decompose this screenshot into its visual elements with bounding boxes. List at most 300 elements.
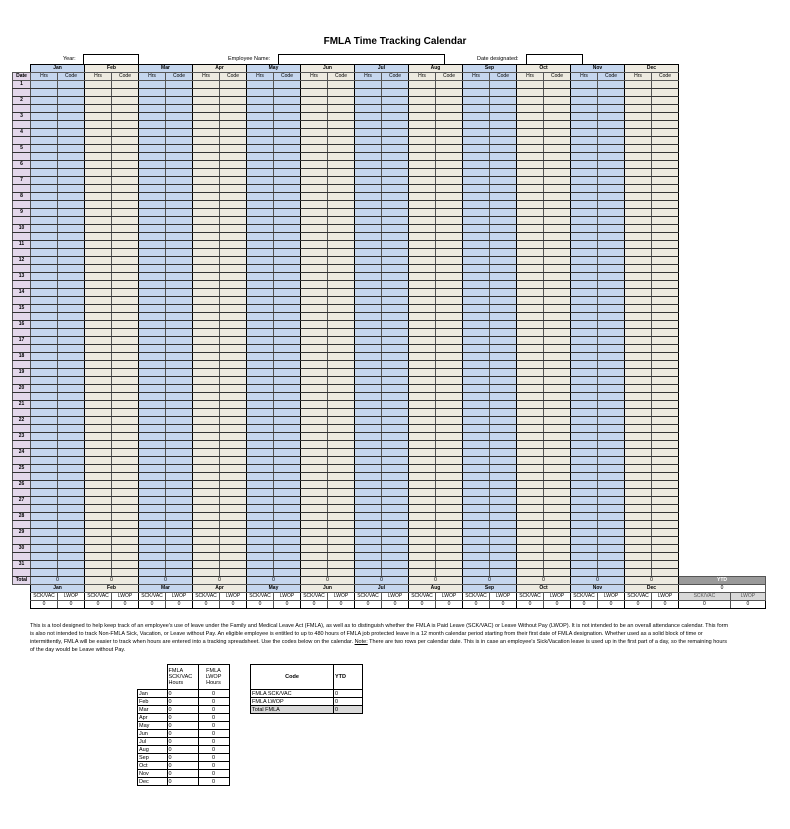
hrs-cell[interactable]: [463, 529, 490, 537]
code-cell[interactable]: [490, 217, 517, 225]
code-cell[interactable]: [598, 345, 625, 353]
code-cell[interactable]: [166, 289, 193, 297]
hrs-cell[interactable]: [31, 265, 58, 273]
hrs-cell[interactable]: [625, 249, 652, 257]
hrs-cell[interactable]: [463, 417, 490, 425]
hrs-cell[interactable]: [193, 97, 220, 105]
hrs-cell[interactable]: [463, 281, 490, 289]
hrs-cell[interactable]: [247, 273, 274, 281]
code-cell[interactable]: [274, 233, 301, 241]
code-cell[interactable]: [382, 441, 409, 449]
hrs-cell[interactable]: [571, 185, 598, 193]
code-cell[interactable]: [544, 353, 571, 361]
code-cell[interactable]: [328, 121, 355, 129]
hrs-cell[interactable]: [31, 209, 58, 217]
code-cell[interactable]: [274, 289, 301, 297]
code-cell[interactable]: [58, 569, 85, 577]
hrs-cell[interactable]: [355, 217, 382, 225]
hrs-cell[interactable]: [31, 377, 58, 385]
code-cell[interactable]: [274, 457, 301, 465]
code-cell[interactable]: [220, 361, 247, 369]
hrs-cell[interactable]: [409, 209, 436, 217]
code-cell[interactable]: [274, 193, 301, 201]
hrs-cell[interactable]: [301, 369, 328, 377]
code-cell[interactable]: [382, 289, 409, 297]
code-cell[interactable]: [274, 545, 301, 553]
hrs-cell[interactable]: [409, 545, 436, 553]
code-cell[interactable]: [544, 113, 571, 121]
code-cell[interactable]: [112, 289, 139, 297]
hrs-cell[interactable]: [625, 417, 652, 425]
code-cell[interactable]: [58, 137, 85, 145]
hrs-cell[interactable]: [193, 545, 220, 553]
code-cell[interactable]: [112, 273, 139, 281]
code-cell[interactable]: [598, 193, 625, 201]
hrs-cell[interactable]: [247, 297, 274, 305]
code-cell[interactable]: [652, 129, 679, 137]
code-cell[interactable]: [274, 89, 301, 97]
code-cell[interactable]: [436, 337, 463, 345]
hrs-cell[interactable]: [625, 233, 652, 241]
code-cell[interactable]: [274, 249, 301, 257]
hrs-cell[interactable]: [355, 417, 382, 425]
code-cell[interactable]: [58, 393, 85, 401]
code-cell[interactable]: [436, 561, 463, 569]
hrs-cell[interactable]: [625, 161, 652, 169]
code-cell[interactable]: [166, 209, 193, 217]
code-cell[interactable]: [58, 297, 85, 305]
code-cell[interactable]: [112, 409, 139, 417]
code-cell[interactable]: [436, 417, 463, 425]
code-cell[interactable]: [490, 97, 517, 105]
hrs-cell[interactable]: [193, 217, 220, 225]
hrs-cell[interactable]: [85, 281, 112, 289]
hrs-cell[interactable]: [409, 457, 436, 465]
hrs-cell[interactable]: [139, 385, 166, 393]
hrs-cell[interactable]: [85, 369, 112, 377]
hrs-cell[interactable]: [571, 497, 598, 505]
hrs-cell[interactable]: [247, 225, 274, 233]
hrs-cell[interactable]: [85, 297, 112, 305]
code-cell[interactable]: [58, 105, 85, 113]
code-cell[interactable]: [220, 545, 247, 553]
code-cell[interactable]: [652, 529, 679, 537]
code-cell[interactable]: [490, 241, 517, 249]
code-cell[interactable]: [58, 249, 85, 257]
code-cell[interactable]: [58, 561, 85, 569]
code-cell[interactable]: [544, 473, 571, 481]
code-cell[interactable]: [490, 481, 517, 489]
code-cell[interactable]: [382, 505, 409, 513]
code-cell[interactable]: [598, 289, 625, 297]
code-cell[interactable]: [598, 241, 625, 249]
hrs-cell[interactable]: [139, 249, 166, 257]
code-cell[interactable]: [652, 457, 679, 465]
code-cell[interactable]: [58, 161, 85, 169]
hrs-cell[interactable]: [517, 353, 544, 361]
hrs-cell[interactable]: [409, 265, 436, 273]
code-cell[interactable]: [166, 169, 193, 177]
hrs-cell[interactable]: [139, 233, 166, 241]
code-cell[interactable]: [436, 265, 463, 273]
code-cell[interactable]: [652, 161, 679, 169]
hrs-cell[interactable]: [301, 505, 328, 513]
code-cell[interactable]: [382, 513, 409, 521]
hrs-cell[interactable]: [85, 217, 112, 225]
code-cell[interactable]: [598, 297, 625, 305]
hrs-cell[interactable]: [517, 337, 544, 345]
hrs-cell[interactable]: [247, 521, 274, 529]
hrs-cell[interactable]: [139, 305, 166, 313]
hrs-cell[interactable]: [517, 553, 544, 561]
code-cell[interactable]: [112, 529, 139, 537]
code-cell[interactable]: [652, 193, 679, 201]
hrs-cell[interactable]: [85, 449, 112, 457]
hrs-cell[interactable]: [409, 529, 436, 537]
code-cell[interactable]: [544, 545, 571, 553]
code-cell[interactable]: [598, 137, 625, 145]
hrs-cell[interactable]: [85, 569, 112, 577]
code-cell[interactable]: [436, 257, 463, 265]
code-cell[interactable]: [220, 177, 247, 185]
hrs-cell[interactable]: [355, 289, 382, 297]
hrs-cell[interactable]: [409, 361, 436, 369]
hrs-cell[interactable]: [355, 233, 382, 241]
code-cell[interactable]: [490, 161, 517, 169]
hrs-cell[interactable]: [301, 225, 328, 233]
hrs-cell[interactable]: [571, 249, 598, 257]
code-cell[interactable]: [652, 561, 679, 569]
hrs-cell[interactable]: [517, 441, 544, 449]
code-cell[interactable]: [112, 281, 139, 289]
hrs-cell[interactable]: [301, 545, 328, 553]
code-cell[interactable]: [436, 89, 463, 97]
hrs-cell[interactable]: [625, 265, 652, 273]
code-cell[interactable]: [328, 473, 355, 481]
hrs-cell[interactable]: [409, 273, 436, 281]
code-cell[interactable]: [490, 233, 517, 241]
code-cell[interactable]: [598, 569, 625, 577]
code-cell[interactable]: [544, 313, 571, 321]
hrs-cell[interactable]: [247, 209, 274, 217]
hrs-cell[interactable]: [625, 545, 652, 553]
hrs-cell[interactable]: [571, 281, 598, 289]
code-cell[interactable]: [328, 417, 355, 425]
code-cell[interactable]: [598, 105, 625, 113]
hrs-cell[interactable]: [517, 297, 544, 305]
hrs-cell[interactable]: [463, 273, 490, 281]
code-cell[interactable]: [652, 217, 679, 225]
code-cell[interactable]: [490, 289, 517, 297]
code-cell[interactable]: [274, 425, 301, 433]
code-cell[interactable]: [382, 377, 409, 385]
code-cell[interactable]: [166, 553, 193, 561]
code-cell[interactable]: [436, 177, 463, 185]
code-cell[interactable]: [220, 225, 247, 233]
code-cell[interactable]: [652, 225, 679, 233]
hrs-cell[interactable]: [517, 113, 544, 121]
hrs-cell[interactable]: [139, 481, 166, 489]
hrs-cell[interactable]: [517, 137, 544, 145]
hrs-cell[interactable]: [625, 425, 652, 433]
code-cell[interactable]: [652, 297, 679, 305]
code-cell[interactable]: [166, 113, 193, 121]
code-cell[interactable]: [58, 313, 85, 321]
code-cell[interactable]: [58, 465, 85, 473]
code-cell[interactable]: [382, 561, 409, 569]
hrs-cell[interactable]: [571, 545, 598, 553]
code-cell[interactable]: [490, 569, 517, 577]
code-cell[interactable]: [328, 217, 355, 225]
hrs-cell[interactable]: [85, 289, 112, 297]
hrs-cell[interactable]: [31, 329, 58, 337]
hrs-cell[interactable]: [625, 185, 652, 193]
hrs-cell[interactable]: [301, 353, 328, 361]
hrs-cell[interactable]: [409, 233, 436, 241]
hrs-cell[interactable]: [193, 321, 220, 329]
code-cell[interactable]: [112, 473, 139, 481]
hrs-cell[interactable]: [517, 529, 544, 537]
code-cell[interactable]: [220, 281, 247, 289]
hrs-cell[interactable]: [31, 505, 58, 513]
code-cell[interactable]: [112, 81, 139, 89]
code-cell[interactable]: [112, 121, 139, 129]
hrs-cell[interactable]: [463, 401, 490, 409]
code-cell[interactable]: [436, 137, 463, 145]
code-cell[interactable]: [382, 385, 409, 393]
code-cell[interactable]: [328, 185, 355, 193]
code-cell[interactable]: [544, 329, 571, 337]
code-cell[interactable]: [436, 457, 463, 465]
hrs-cell[interactable]: [355, 129, 382, 137]
code-cell[interactable]: [328, 305, 355, 313]
code-cell[interactable]: [382, 233, 409, 241]
code-cell[interactable]: [544, 129, 571, 137]
code-cell[interactable]: [652, 185, 679, 193]
hrs-cell[interactable]: [409, 497, 436, 505]
hrs-cell[interactable]: [193, 329, 220, 337]
hrs-cell[interactable]: [355, 305, 382, 313]
code-cell[interactable]: [436, 297, 463, 305]
hrs-cell[interactable]: [625, 393, 652, 401]
code-cell[interactable]: [112, 297, 139, 305]
hrs-cell[interactable]: [409, 441, 436, 449]
hrs-cell[interactable]: [355, 225, 382, 233]
hrs-cell[interactable]: [463, 569, 490, 577]
code-cell[interactable]: [652, 465, 679, 473]
hrs-cell[interactable]: [625, 489, 652, 497]
hrs-cell[interactable]: [625, 441, 652, 449]
code-cell[interactable]: [220, 513, 247, 521]
code-cell[interactable]: [112, 537, 139, 545]
hrs-cell[interactable]: [355, 297, 382, 305]
code-cell[interactable]: [598, 321, 625, 329]
code-cell[interactable]: [166, 537, 193, 545]
code-cell[interactable]: [598, 273, 625, 281]
code-cell[interactable]: [490, 137, 517, 145]
hrs-cell[interactable]: [409, 553, 436, 561]
hrs-cell[interactable]: [85, 89, 112, 97]
code-cell[interactable]: [490, 121, 517, 129]
code-cell[interactable]: [112, 161, 139, 169]
hrs-cell[interactable]: [625, 169, 652, 177]
hrs-cell[interactable]: [571, 417, 598, 425]
code-cell[interactable]: [382, 529, 409, 537]
hrs-cell[interactable]: [139, 401, 166, 409]
hrs-cell[interactable]: [571, 433, 598, 441]
hrs-cell[interactable]: [193, 305, 220, 313]
hrs-cell[interactable]: [193, 129, 220, 137]
hrs-cell[interactable]: [301, 185, 328, 193]
code-cell[interactable]: [58, 361, 85, 369]
code-cell[interactable]: [328, 353, 355, 361]
hrs-cell[interactable]: [571, 297, 598, 305]
code-cell[interactable]: [166, 153, 193, 161]
code-cell[interactable]: [598, 465, 625, 473]
hrs-cell[interactable]: [463, 473, 490, 481]
code-cell[interactable]: [112, 265, 139, 273]
code-cell[interactable]: [544, 169, 571, 177]
hrs-cell[interactable]: [85, 433, 112, 441]
hrs-cell[interactable]: [85, 473, 112, 481]
hrs-cell[interactable]: [193, 169, 220, 177]
hrs-cell[interactable]: [517, 169, 544, 177]
code-cell[interactable]: [598, 161, 625, 169]
code-cell[interactable]: [652, 233, 679, 241]
code-cell[interactable]: [382, 425, 409, 433]
hrs-cell[interactable]: [193, 521, 220, 529]
code-cell[interactable]: [382, 89, 409, 97]
code-cell[interactable]: [328, 105, 355, 113]
hrs-cell[interactable]: [139, 97, 166, 105]
hrs-cell[interactable]: [193, 161, 220, 169]
hrs-cell[interactable]: [571, 561, 598, 569]
code-cell[interactable]: [652, 329, 679, 337]
hrs-cell[interactable]: [463, 177, 490, 185]
hrs-cell[interactable]: [463, 313, 490, 321]
hrs-cell[interactable]: [85, 465, 112, 473]
hrs-cell[interactable]: [31, 145, 58, 153]
code-cell[interactable]: [166, 377, 193, 385]
hrs-cell[interactable]: [247, 137, 274, 145]
hrs-cell[interactable]: [409, 401, 436, 409]
code-cell[interactable]: [436, 369, 463, 377]
hrs-cell[interactable]: [139, 89, 166, 97]
code-cell[interactable]: [544, 89, 571, 97]
code-cell[interactable]: [490, 193, 517, 201]
hrs-cell[interactable]: [463, 201, 490, 209]
code-cell[interactable]: [490, 409, 517, 417]
code-cell[interactable]: [220, 385, 247, 393]
hrs-cell[interactable]: [301, 393, 328, 401]
code-cell[interactable]: [220, 409, 247, 417]
code-cell[interactable]: [58, 97, 85, 105]
code-cell[interactable]: [490, 313, 517, 321]
hrs-cell[interactable]: [85, 273, 112, 281]
code-cell[interactable]: [220, 313, 247, 321]
hrs-cell[interactable]: [625, 225, 652, 233]
code-cell[interactable]: [598, 201, 625, 209]
hrs-cell[interactable]: [355, 433, 382, 441]
hrs-cell[interactable]: [139, 209, 166, 217]
hrs-cell[interactable]: [247, 449, 274, 457]
code-cell[interactable]: [382, 313, 409, 321]
hrs-cell[interactable]: [409, 393, 436, 401]
hrs-cell[interactable]: [85, 329, 112, 337]
hrs-cell[interactable]: [193, 417, 220, 425]
code-cell[interactable]: [220, 369, 247, 377]
code-cell[interactable]: [436, 153, 463, 161]
hrs-cell[interactable]: [247, 217, 274, 225]
hrs-cell[interactable]: [409, 81, 436, 89]
hrs-cell[interactable]: [517, 201, 544, 209]
hrs-cell[interactable]: [571, 489, 598, 497]
code-cell[interactable]: [220, 185, 247, 193]
hrs-cell[interactable]: [409, 537, 436, 545]
hrs-cell[interactable]: [463, 137, 490, 145]
hrs-cell[interactable]: [571, 353, 598, 361]
hrs-cell[interactable]: [463, 497, 490, 505]
code-cell[interactable]: [220, 553, 247, 561]
code-cell[interactable]: [544, 425, 571, 433]
hrs-cell[interactable]: [301, 401, 328, 409]
hrs-cell[interactable]: [571, 201, 598, 209]
hrs-cell[interactable]: [301, 321, 328, 329]
code-cell[interactable]: [652, 385, 679, 393]
code-cell[interactable]: [112, 369, 139, 377]
hrs-cell[interactable]: [517, 225, 544, 233]
hrs-cell[interactable]: [193, 89, 220, 97]
hrs-cell[interactable]: [409, 97, 436, 105]
hrs-cell[interactable]: [85, 553, 112, 561]
code-cell[interactable]: [544, 161, 571, 169]
code-cell[interactable]: [328, 89, 355, 97]
hrs-cell[interactable]: [193, 401, 220, 409]
code-cell[interactable]: [58, 265, 85, 273]
code-cell[interactable]: [490, 297, 517, 305]
hrs-cell[interactable]: [193, 145, 220, 153]
hrs-cell[interactable]: [139, 281, 166, 289]
hrs-cell[interactable]: [193, 465, 220, 473]
hrs-cell[interactable]: [139, 465, 166, 473]
code-cell[interactable]: [166, 417, 193, 425]
code-cell[interactable]: [544, 401, 571, 409]
hrs-cell[interactable]: [301, 217, 328, 225]
hrs-cell[interactable]: [31, 177, 58, 185]
hrs-cell[interactable]: [31, 545, 58, 553]
code-cell[interactable]: [328, 129, 355, 137]
hrs-cell[interactable]: [463, 217, 490, 225]
code-cell[interactable]: [598, 129, 625, 137]
code-cell[interactable]: [58, 257, 85, 265]
hrs-cell[interactable]: [31, 313, 58, 321]
hrs-cell[interactable]: [463, 409, 490, 417]
code-cell[interactable]: [112, 105, 139, 113]
hrs-cell[interactable]: [85, 201, 112, 209]
code-cell[interactable]: [544, 225, 571, 233]
code-cell[interactable]: [166, 273, 193, 281]
code-cell[interactable]: [58, 497, 85, 505]
hrs-cell[interactable]: [625, 177, 652, 185]
hrs-cell[interactable]: [571, 321, 598, 329]
hrs-cell[interactable]: [517, 329, 544, 337]
code-cell[interactable]: [652, 361, 679, 369]
code-cell[interactable]: [328, 385, 355, 393]
hrs-cell[interactable]: [247, 345, 274, 353]
hrs-cell[interactable]: [571, 177, 598, 185]
hrs-cell[interactable]: [193, 289, 220, 297]
hrs-cell[interactable]: [571, 457, 598, 465]
